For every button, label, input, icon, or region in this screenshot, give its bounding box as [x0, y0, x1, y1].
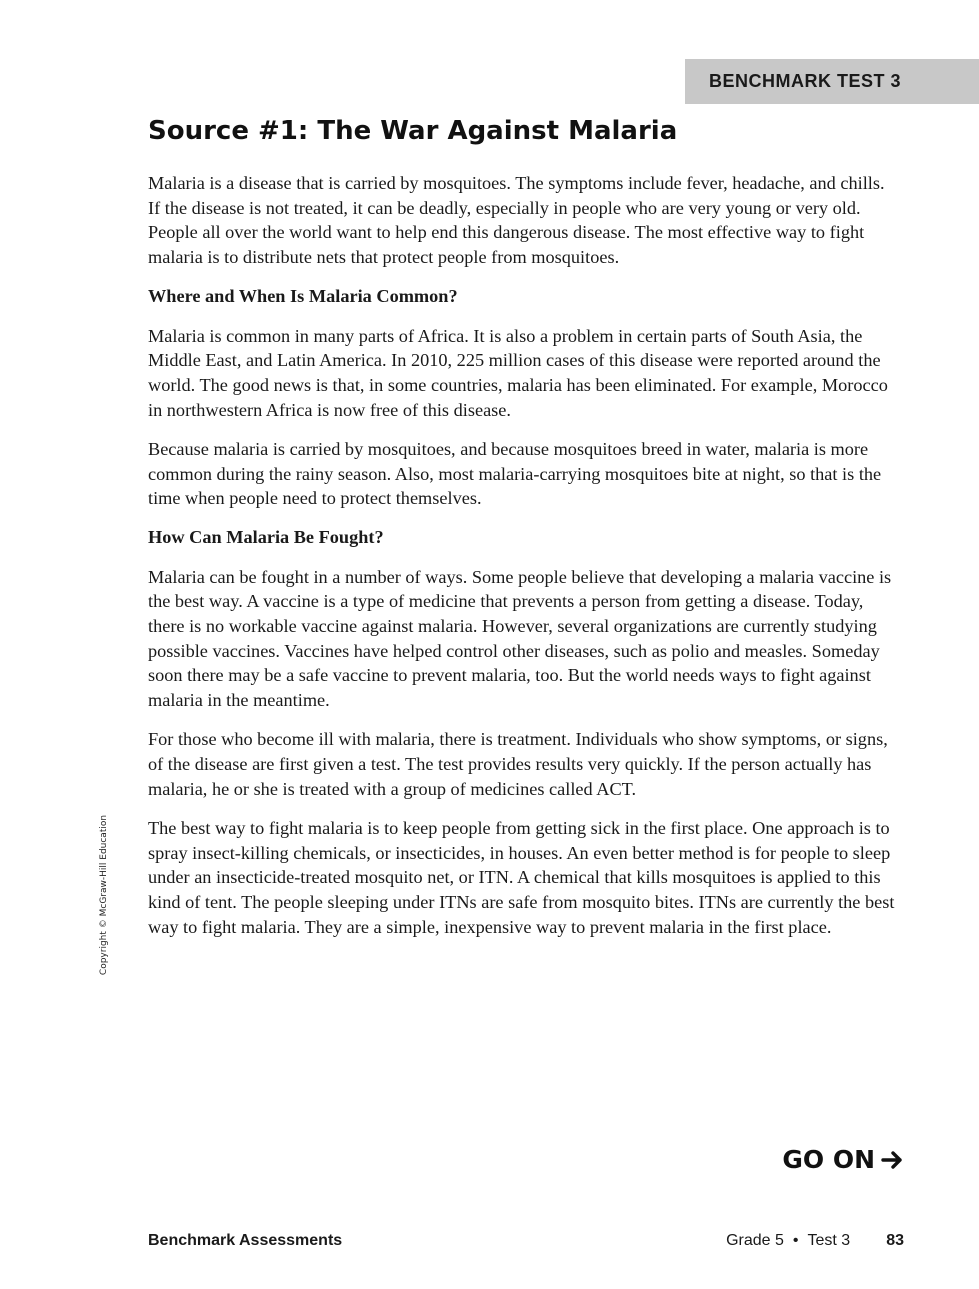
article-body	[148, 171, 900, 954]
footer-grade: Grade 5	[726, 1232, 784, 1249]
copyright-notice: Copyright © McGraw-Hill Education	[99, 814, 109, 976]
paragraph-where-common: Malaria is common in many parts of Africa. It is also a problem in certain parts of South Asia, the Middle East, and Latin America. In 2010, 225 million cases of this disease were reported around the world. The good news is that, in some countries, malaria has been eliminated. For example, Morocco in northwestern Africa is now free of this disease.	[148, 325, 888, 420]
paragraph-rainy-season: Because malaria is carried by mosquitoes, and because mosquitoes breed in water, malaria is more common during the rainy season. Also, most malaria-carrying mosquitoes bite at night, so that is the time when people need to protect themselves.	[148, 438, 882, 509]
benchmark-test-label: BENCHMARK TEST 3	[709, 71, 902, 91]
go-on-indicator	[782, 1145, 905, 1174]
footer-page-info	[726, 1232, 904, 1250]
section-heading-how-fought: How Can Malaria Be Fought?	[148, 527, 384, 548]
footer-publication: Benchmark Assessments	[148, 1232, 343, 1249]
go-on-label: GO ON	[782, 1145, 875, 1174]
intro-paragraph: Malaria is a disease that is carried by mosquitoes. The symptoms include fever, headache, and chills. If the disease is not treated, it can be deadly, especially in people who are very young or very old. People all over the world want to help end this dangerous disease. The most effective way to fight malaria is to distribute nets that protect people from mosquitoes.	[148, 173, 885, 268]
paragraph-vaccine: Malaria can be fought in a number of ways. Some people believe that developing a malaria vaccine is the best way. A vaccine is a type of medicine that prevents a person from getting a disease. Today, there is no workable vaccine against malaria. However, several organizations are currently studying possible vaccines. Vaccines have helped control other diseases, such as polio and measles. Someday soon there may be a safe vaccine to prevent malaria, too. But the world needs ways to fight against malaria in the meantime.	[148, 566, 892, 711]
benchmark-test-tab	[685, 59, 979, 104]
paragraph-prevention: The best way to fight malaria is to keep people from getting sick in the first place. One approach is to spray insect-killing chemicals, or insecticides, in houses. An even better method is for people to sleep under an insecticide-treated mosquito net, or ITN. A chemical that kills mosquitoes is applied to this kind of tent. The people sleeping under ITNs are safe from mosquito bites. ITNs are currently the best way to fight malaria. They are a simple, inexpensive way to prevent malaria in the first place.	[148, 817, 895, 937]
page-number: 83	[886, 1232, 904, 1249]
page-title: Source #1: The War Against Malaria	[148, 116, 678, 146]
paragraph-treatment: For those who become ill with malaria, there is treatment. Individuals who show symptoms, or signs, of the disease are first given a test. The test provides results very quickly. If the person actually has malaria, he or she is treated with a group of medicines called ACT.	[148, 729, 888, 799]
arrow-right-icon	[881, 1150, 905, 1170]
section-heading-where-when: Where and When Is Malaria Common?	[148, 286, 458, 307]
footer-separator: •	[792, 1232, 799, 1249]
footer-test: Test 3	[807, 1232, 851, 1249]
